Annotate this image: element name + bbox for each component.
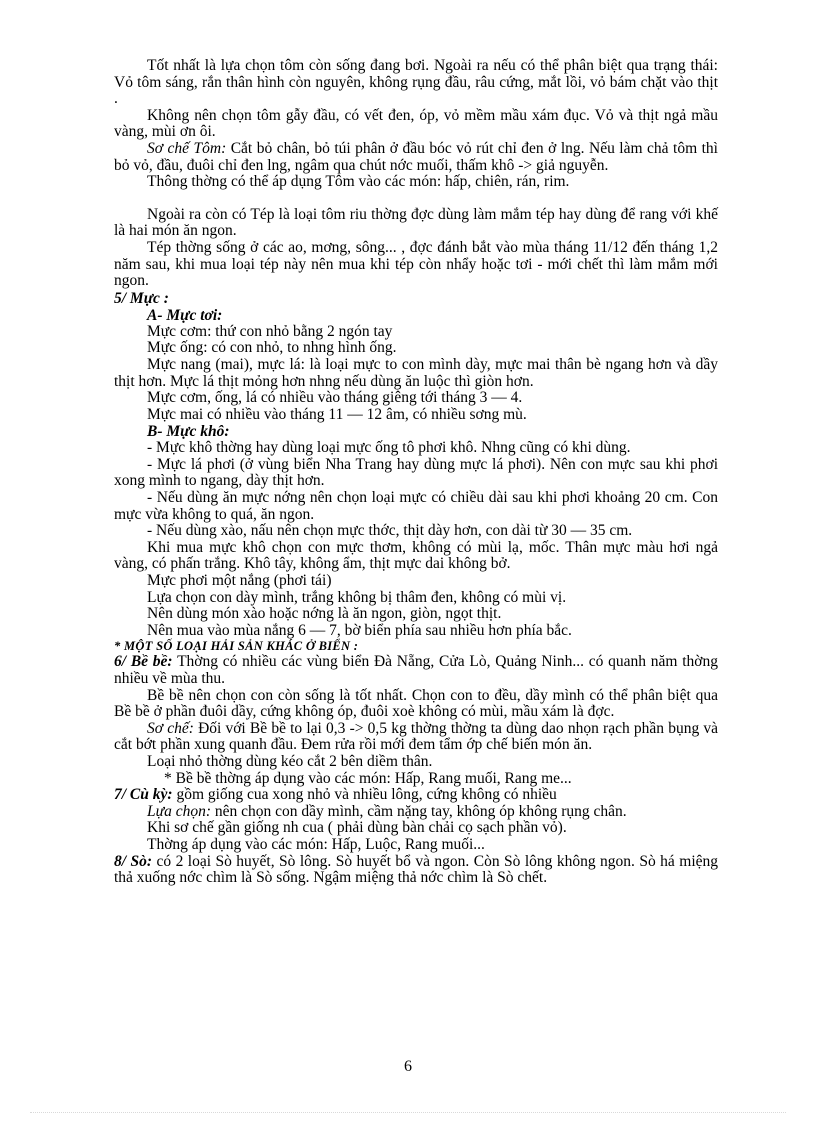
paragraph: - Nếu dùng xào, nấu nên chọn mực thớc, thịt dày hơn, con dài từ 30 — 35 cm.: [147, 522, 633, 540]
paragraph: Khi sơ chế gần giống nh cua ( phải dùng bàn chải cọ sạch phần vỏ).: [147, 819, 567, 837]
paragraph: [114, 721, 718, 754]
paragraph: Tép thờng sống ở các ao, mơng, sông... , đợc đánh bắt vào mùa tháng 11/12 đến tháng 1,2 năm sau, khi mua loại tép này nên mua khi tép còn nhẩy hoặc tơi - mới chết thì làm mắm mới ngon.: [114, 238, 718, 290]
inline-label: 6/ Bề bề:: [114, 653, 173, 671]
paragraph: Lựa chọn con dày mình, trắng không bị thâm đen, không có mùi vị.: [147, 588, 567, 606]
paragraph: Nên dùng món xào hoặc nớng là ăn ngon, giòn, ngọt thịt.: [147, 605, 502, 623]
paragraph: [114, 787, 718, 804]
inline-text: gồm giống cua xong nhỏ và nhiều lông, cứng không có nhiều: [176, 786, 557, 804]
inline-label: Lựa chọn:: [147, 802, 211, 820]
paragraph: [114, 654, 718, 687]
section-heading: 5/ Mực :: [114, 289, 169, 307]
subsection-heading: A- Mực tơi:: [147, 306, 223, 324]
paragraph: - Mực lá phơi (ở vùng biển Nha Trang hay dùng mực lá phơi). Nên con mực sau khi phơi xong mình to ngang, dày thịt hơn.: [114, 455, 718, 490]
inline-text: Thờng có nhiều các vùng biển Đà Nẵng, Cửa Lò, Quảng Ninh... có quanh năm thờng nhiều về mùa thu.: [114, 653, 718, 687]
paragraph: [114, 854, 718, 887]
paragraph: Thờng áp dụng vào các món: Hấp, Luộc, Rang muối...: [147, 835, 485, 853]
subsection-heading: B- Mực khô:: [147, 423, 230, 441]
paragraph: Thông thờng có thể áp dụng Tôm vào các món: hấp, chiên, rán, rim.: [147, 173, 570, 191]
inline-text: nên chọn con dầy mình, cầm nặng tay, không óp không rụng chân.: [214, 802, 627, 820]
paragraph: - Mực khô thờng hay dùng loại mực ống tô phơi khô. Nhng cũng có khi dùng.: [147, 439, 631, 457]
paragraph: [114, 804, 718, 821]
section-heading: * MỘT SỐ LOẠI HẢI SẢN KHÁC Ở BIỂN :: [114, 639, 359, 654]
document-page: [114, 58, 718, 887]
inline-text: Đối với Bề bề to lại 0,3 -> 0,5 kg thờng thờng ta dùng dao nhọn rạch phần bụng và cắt bớt phần xung quanh đầu. Đem rửa rồi mới đem tẩm ớp chế biến món ăn.: [114, 719, 718, 754]
inline-text: Cắt bỏ chân, bỏ túi phân ở đầu bóc vỏ rút chỉ đen ở lng. Nếu làm chả tôm thì bỏ vỏ, đầu, đuôi chỉ đen lng, ngâm qua chút nớc muối, thấm khô -> giả nguyễn.: [114, 139, 718, 174]
paragraph: Tốt nhất là lựa chọn tôm còn sống đang bơi. Ngoài ra nếu có thể phân biệt qua trạng thái: Vỏ tôm sáng, rắn thân hình còn nguyên, không rụng đầu, râu cứng, mắt lồi, vỏ bám chặt vào thịt .: [114, 57, 718, 108]
inline-label: Sơ chế:: [147, 719, 194, 737]
paragraph: Mực mai có nhiều vào tháng 11 — 12 âm, có nhiều sơng mù.: [147, 405, 527, 423]
inline-label: 7/ Cù kỳ:: [114, 786, 173, 804]
paragraph: [114, 141, 718, 174]
paragraph: Không nên chọn tôm gẫy đầu, có vết đen, óp, vỏ mềm mầu xám đục. Vỏ và thịt ngả mầu vàng, mùi ơn ôi.: [114, 106, 718, 141]
inline-label: 8/ Sò:: [114, 852, 153, 870]
footer-divider: [30, 1112, 786, 1113]
paragraph: Khi mua mực khô chọn con mực thơm, không có mùi lạ, mốc. Thân mực màu hơi ngả vàng, có phấn trắng. Khô tây, không ẩm, thịt mực dai không bở.: [114, 538, 718, 573]
paragraph: Mực cơm, ống, lá có nhiều vào tháng giêng tới tháng 3 — 4.: [147, 389, 523, 407]
paragraph: Bề bề nên chọn con còn sống là tốt nhất. Chọn con to đều, dầy mình có thể phân biệt qua Bề bề ở phần đuôi dầy, cứng không óp, đuôi xoè không có mùi, mầu xám là đợc.: [114, 686, 718, 721]
paragraph: Mực phơi một nắng (phơi tái): [147, 572, 332, 590]
paragraph: Mực ống: có con nhỏ, to nhng hình ống.: [147, 339, 397, 357]
paragraph: Ngoài ra còn có Tép là loại tôm riu thờng đợc dùng làm mắm tép hay dùng để rang với khế là hai món ăn ngon.: [114, 205, 718, 240]
page-number: 6: [404, 1058, 412, 1075]
inline-text: có 2 loại Sò huyết, Sò lông. Sò huyết bổ và ngon. Còn Sò lông không ngon. Sò há miệng thả xuống nớc chìm là Sò sống. Ngậm miệng thả nớc chìm là Sò chết.: [114, 852, 719, 887]
paragraph: Mực nang (mai), mực lá: là loại mực to con mình dày, mực mai thân bè ngang hơn và dầy thịt hơn. Mực lá thịt mỏng hơn nhng nếu dùng ăn luộc thì giòn hơn.: [114, 355, 718, 390]
paragraph: Nên mua vào mùa nắng 6 — 7, bờ biển phía sau nhiều hơn phía bắc.: [147, 621, 572, 639]
inline-label: Sơ chế Tôm:: [147, 139, 227, 157]
paragraph: Mực cơm: thứ con nhỏ bằng 2 ngón tay: [147, 322, 393, 340]
paragraph: Loại nhỏ thờng dùng kéo cắt 2 bên diềm thân.: [147, 752, 433, 770]
paragraph: - Nếu dùng ăn mực nớng nên chọn loại mực có chiều dài sau khi phơi khoảng 20 cm. Con mực vừa không to quá, ăn ngon.: [114, 489, 718, 523]
paragraph: * Bề bề thờng áp dụng vào các món: Hấp, Rang muối, Rang me...: [164, 769, 572, 787]
